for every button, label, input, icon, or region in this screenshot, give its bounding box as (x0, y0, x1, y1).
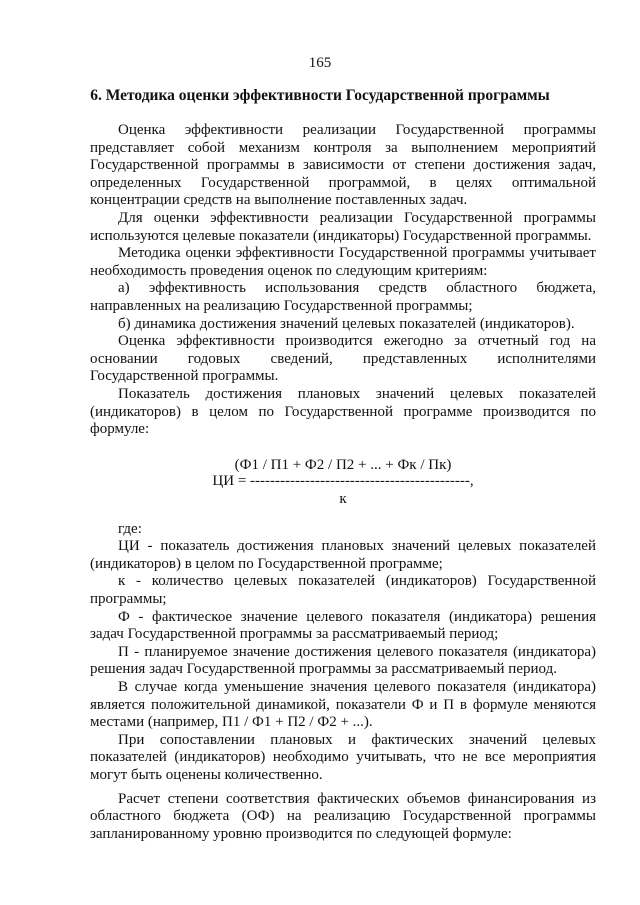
formula-denominator: к (339, 490, 347, 507)
formula-numerator: (Ф1 / П1 + Ф2 / П2 + ... + Фк / Пк) (234, 456, 452, 473)
paragraph: Оценка эффективности производится ежегодно за отчетный год на основании годовых сведений, представленных исполнителями Государственной программы. (90, 333, 596, 385)
where-label: где: (118, 520, 142, 537)
paragraph: Для оценки эффективности реализации Государственной программы используются целевые показатели (индикаторы) Государственной программы. (90, 209, 596, 244)
paragraph: При сопоставлении плановых и фактических значений целевых показателей (индикаторов) необходимо учитывать, что не все мероприятия могут быть оценены количественно. (90, 731, 596, 783)
paragraph: Показатель достижения плановых значений целевых показателей (индикаторов) в целом по Государственной программе производится по формуле: (90, 385, 596, 438)
page-number: 165 (308, 55, 332, 71)
list-item-b: б) динамика достижения значений целевых показателей (индикаторов). (118, 315, 575, 332)
paragraph: Расчет степени соответствия фактических объемов финансирования из областного бюджета (ОФ) на реализацию Государственной программы запланированному уровню производится по следующей формуле: (90, 790, 596, 842)
paragraph: Методика оценки эффективности Государственной программы учитывает необходимость проведения оценок по следующим критериям: (90, 245, 596, 279)
document-body (90, 122, 596, 843)
formula-fraction-line: ЦИ = --------------------------------------------, (212, 472, 474, 489)
paragraph: Оценка эффективности реализации Государственной программы представляет собой механизм контроля за выполнением мероприятий Государственной программы в зависимости от степени достижения задач, определенных Государственной программой, в целях оптимальной концентрации средств на выполнение поставленных задач. (90, 122, 596, 209)
definition-k: к - количество целевых показателей (индикаторов) Государственной программы; (90, 573, 596, 608)
section-heading: 6. Методика оценки эффективности Государственной программы (90, 87, 550, 104)
definition-p: П - планируемое значение достижения целевого показателя (индикатора) решения задач Государственной программы за рассматриваемый период. (90, 643, 596, 678)
list-item-a: а) эффективность использования средств областного бюджета, направленных на реализацию Государственной программы; (90, 280, 596, 314)
paragraph: В случае когда уменьшение значения целевого показателя (индикатора) является положительной динамикой, показатели Ф и П в формуле меняются местами (например, П1 / Ф1 + П2 / Ф2 + ...). (90, 679, 596, 731)
definition-ci: ЦИ - показатель достижения плановых значений целевых показателей (индикаторов) в целом по Государственной программе; (90, 538, 596, 572)
formula (90, 457, 596, 507)
definition-f: Ф - фактическое значение целевого показателя (индикатора) решения задач Государственной программы за рассматриваемый период; (90, 608, 596, 643)
